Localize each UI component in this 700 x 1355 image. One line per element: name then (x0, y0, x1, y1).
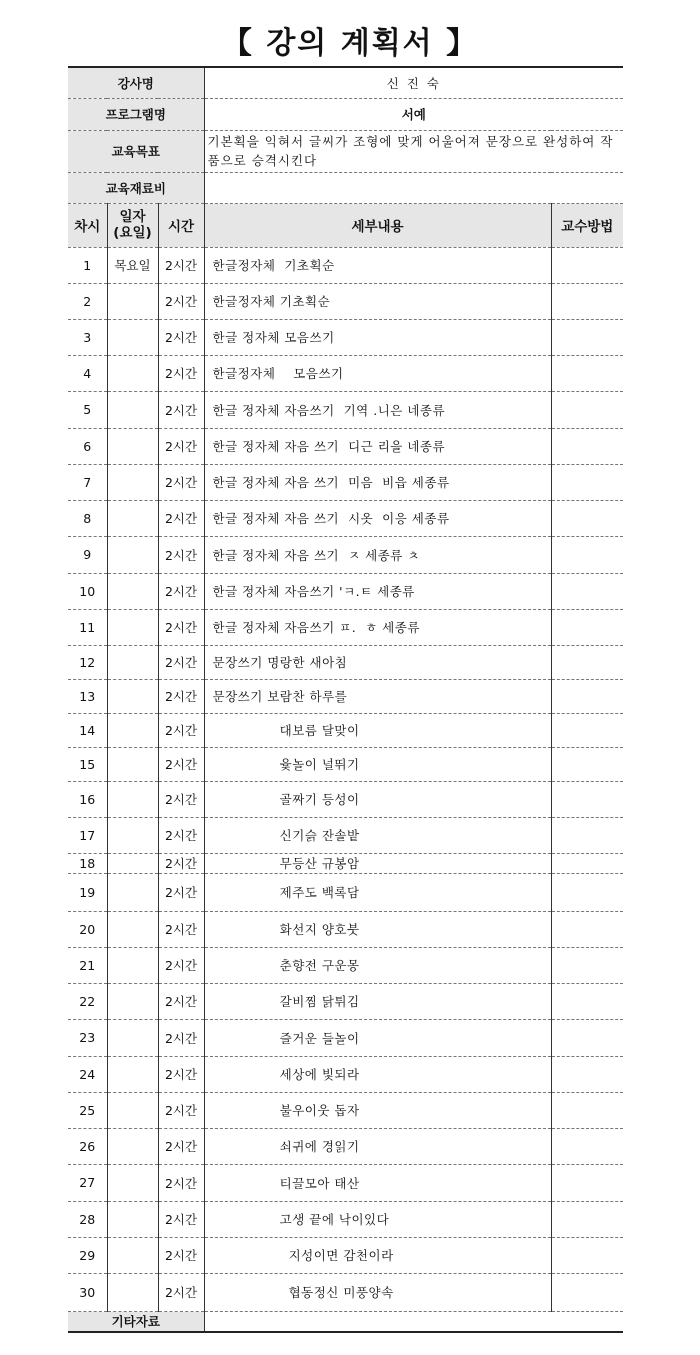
content-cell: 문장쓰기 명랑한 새아침 (204, 645, 551, 679)
content-cell: 춘향전 구운몽 (204, 947, 551, 983)
method-cell (551, 1056, 623, 1092)
table-row (68, 428, 623, 464)
session-cell: 4 (68, 355, 107, 391)
date-cell (107, 1056, 158, 1092)
method-cell (551, 1237, 623, 1273)
time-cell: 2시간 (158, 500, 204, 536)
goal-row (68, 130, 623, 172)
time-cell: 2시간 (158, 713, 204, 747)
session-cell: 25 (68, 1092, 107, 1128)
session-cell: 7 (68, 464, 107, 500)
header-time: 시간 (158, 203, 204, 247)
date-cell (107, 1164, 158, 1201)
date-cell (107, 873, 158, 911)
session-cell: 20 (68, 911, 107, 947)
time-cell: 2시간 (158, 609, 204, 645)
table-header-row (68, 203, 623, 247)
time-cell: 2시간 (158, 536, 204, 573)
table-row (68, 781, 623, 817)
method-cell (551, 947, 623, 983)
content-cell: 쇠귀에 경읽기 (204, 1128, 551, 1164)
session-cell: 17 (68, 817, 107, 853)
lecture-plan-table (68, 66, 623, 1333)
date-cell (107, 1201, 158, 1237)
method-cell (551, 609, 623, 645)
method-cell (551, 873, 623, 911)
header-session: 차시 (68, 203, 107, 247)
session-cell: 15 (68, 747, 107, 781)
date-cell (107, 1019, 158, 1056)
date-cell (107, 645, 158, 679)
date-cell (107, 853, 158, 873)
time-cell: 2시간 (158, 283, 204, 319)
time-cell: 2시간 (158, 817, 204, 853)
table-row (68, 355, 623, 391)
content-cell: 한글 정자체 자음 쓰기 시옷 이응 세종류 (204, 500, 551, 536)
instructor-row (68, 67, 623, 98)
time-cell: 2시간 (158, 1201, 204, 1237)
session-cell: 11 (68, 609, 107, 645)
date-cell (107, 464, 158, 500)
content-cell: 한글정자체 모음쓰기 (204, 355, 551, 391)
content-cell: 한글 정자체 자음쓰기 ㅍ. ㅎ 세종류 (204, 609, 551, 645)
content-cell: 세상에 빛되라 (204, 1056, 551, 1092)
method-cell (551, 781, 623, 817)
time-cell: 2시간 (158, 873, 204, 911)
method-cell (551, 500, 623, 536)
date-cell (107, 609, 158, 645)
table-row (68, 464, 623, 500)
content-cell: 티끌모아 태산 (204, 1164, 551, 1201)
table-row (68, 713, 623, 747)
table-row (68, 1164, 623, 1201)
method-cell (551, 319, 623, 355)
time-cell: 2시간 (158, 464, 204, 500)
time-cell: 2시간 (158, 1056, 204, 1092)
session-cell: 23 (68, 1019, 107, 1056)
table-row (68, 947, 623, 983)
time-cell: 2시간 (158, 781, 204, 817)
material-value (204, 172, 623, 203)
goal-label: 교육목표 (68, 130, 204, 172)
content-cell: 한글 정자체 자음 쓰기 디근 리을 네종류 (204, 428, 551, 464)
table-row (68, 573, 623, 609)
session-cell: 9 (68, 536, 107, 573)
table-row (68, 747, 623, 781)
table-row (68, 1273, 623, 1311)
method-cell (551, 428, 623, 464)
time-cell: 2시간 (158, 1273, 204, 1311)
content-cell: 화선지 양호붓 (204, 911, 551, 947)
table-row (68, 391, 623, 428)
table-row (68, 1128, 623, 1164)
content-cell: 지성이면 감천이라 (204, 1237, 551, 1273)
other-material-label: 기타자료 (68, 1311, 204, 1332)
session-cell: 19 (68, 873, 107, 911)
table-row (68, 247, 623, 283)
content-cell: 대보름 달맞이 (204, 713, 551, 747)
date-cell: 목요일 (107, 247, 158, 283)
session-cell: 29 (68, 1237, 107, 1273)
session-cell: 27 (68, 1164, 107, 1201)
time-cell: 2시간 (158, 1164, 204, 1201)
content-cell: 한글 정자체 자음 쓰기 ㅈ 세종류 ㅊ (204, 536, 551, 573)
time-cell: 2시간 (158, 747, 204, 781)
date-cell (107, 1128, 158, 1164)
date-cell (107, 781, 158, 817)
time-cell: 2시간 (158, 645, 204, 679)
method-cell (551, 713, 623, 747)
session-cell: 8 (68, 500, 107, 536)
date-cell (107, 319, 158, 355)
session-cell: 28 (68, 1201, 107, 1237)
method-cell (551, 283, 623, 319)
time-cell: 2시간 (158, 319, 204, 355)
table-row (68, 853, 623, 873)
time-cell: 2시간 (158, 1128, 204, 1164)
content-cell: 윷놀이 널뛰기 (204, 747, 551, 781)
method-cell (551, 391, 623, 428)
date-cell (107, 428, 158, 464)
date-cell (107, 1237, 158, 1273)
table-row (68, 911, 623, 947)
method-cell (551, 573, 623, 609)
page-title: 【 강의 계획서 】 (221, 26, 479, 61)
time-cell: 2시간 (158, 391, 204, 428)
method-cell (551, 679, 623, 713)
instructor-value: 신 진 숙 (204, 67, 623, 98)
session-cell: 13 (68, 679, 107, 713)
date-cell (107, 391, 158, 428)
date-cell (107, 911, 158, 947)
other-material-row (68, 1311, 623, 1332)
table-row (68, 873, 623, 911)
session-cell: 22 (68, 983, 107, 1019)
method-cell (551, 536, 623, 573)
instructor-label: 강사명 (68, 67, 204, 98)
time-cell: 2시간 (158, 947, 204, 983)
method-cell (551, 1092, 623, 1128)
session-cell: 10 (68, 573, 107, 609)
method-cell (551, 817, 623, 853)
method-cell (551, 247, 623, 283)
method-cell (551, 1164, 623, 1201)
content-cell: 한글 정자체 자음 쓰기 미음 비읍 세종류 (204, 464, 551, 500)
time-cell: 2시간 (158, 853, 204, 873)
method-cell (551, 1128, 623, 1164)
content-cell: 신기슭 잔솔밭 (204, 817, 551, 853)
date-cell (107, 947, 158, 983)
other-material-value (204, 1311, 623, 1332)
date-cell (107, 1273, 158, 1311)
date-cell (107, 747, 158, 781)
table-row (68, 679, 623, 713)
content-cell: 협동정신 미풍양속 (204, 1273, 551, 1311)
table-row (68, 645, 623, 679)
session-cell: 16 (68, 781, 107, 817)
session-cell: 12 (68, 645, 107, 679)
time-cell: 2시간 (158, 428, 204, 464)
table-row (68, 1092, 623, 1128)
content-cell: 즐거운 들놀이 (204, 1019, 551, 1056)
session-cell: 3 (68, 319, 107, 355)
content-cell: 문장쓰기 보람찬 하루를 (204, 679, 551, 713)
content-cell: 고생 끝에 낙이있다 (204, 1201, 551, 1237)
method-cell (551, 645, 623, 679)
method-cell (551, 1019, 623, 1056)
session-cell: 24 (68, 1056, 107, 1092)
session-cell: 26 (68, 1128, 107, 1164)
content-cell: 제주도 백록담 (204, 873, 551, 911)
table-row (68, 609, 623, 645)
date-cell (107, 679, 158, 713)
content-cell: 한글 정자체 자음쓰기 기역 .니은 네종류 (204, 391, 551, 428)
header-method: 교수방법 (551, 203, 623, 247)
content-cell: 한글 정자체 모음쓰기 (204, 319, 551, 355)
date-cell (107, 283, 158, 319)
date-cell (107, 1092, 158, 1128)
table-row (68, 283, 623, 319)
method-cell (551, 983, 623, 1019)
time-cell: 2시간 (158, 355, 204, 391)
method-cell (551, 464, 623, 500)
header-detail: 세부내용 (204, 203, 551, 247)
date-cell (107, 536, 158, 573)
date-cell (107, 355, 158, 391)
date-cell (107, 573, 158, 609)
session-cell: 30 (68, 1273, 107, 1311)
method-cell (551, 1201, 623, 1237)
material-label: 교육재료비 (68, 172, 204, 203)
time-cell: 2시간 (158, 679, 204, 713)
content-cell: 갈비찜 닭튀김 (204, 983, 551, 1019)
date-cell (107, 500, 158, 536)
content-cell: 한글정자체 기초획순 (204, 283, 551, 319)
material-row (68, 172, 623, 203)
date-cell (107, 713, 158, 747)
session-cell: 5 (68, 391, 107, 428)
table-row (68, 1237, 623, 1273)
session-cell: 2 (68, 283, 107, 319)
content-cell: 골짜기 등성이 (204, 781, 551, 817)
program-label: 프로그램명 (68, 98, 204, 130)
time-cell: 2시간 (158, 1237, 204, 1273)
table-row (68, 1201, 623, 1237)
date-cell (107, 983, 158, 1019)
session-cell: 21 (68, 947, 107, 983)
method-cell (551, 853, 623, 873)
method-cell (551, 747, 623, 781)
session-cell: 6 (68, 428, 107, 464)
content-cell: 한글정자체 기초획순 (204, 247, 551, 283)
program-row (68, 98, 623, 130)
date-cell (107, 817, 158, 853)
method-cell (551, 911, 623, 947)
method-cell (551, 355, 623, 391)
time-cell: 2시간 (158, 983, 204, 1019)
content-cell: 무등산 규봉암 (204, 853, 551, 873)
goal-value: 기본획을 익혀서 글씨가 조형에 맞게 어울어져 문장으로 완성하여 작품으로 승격시킨다 (204, 130, 623, 172)
content-cell: 한글 정자체 자음쓰기 'ㅋ.ㅌ 세종류 (204, 573, 551, 609)
time-cell: 2시간 (158, 1019, 204, 1056)
session-cell: 14 (68, 713, 107, 747)
time-cell: 2시간 (158, 911, 204, 947)
time-cell: 2시간 (158, 1092, 204, 1128)
time-cell: 2시간 (158, 247, 204, 283)
content-cell: 불우이웃 돕자 (204, 1092, 551, 1128)
table-row (68, 1056, 623, 1092)
method-cell (551, 1273, 623, 1311)
session-cell: 1 (68, 247, 107, 283)
header-date: 일자 (요일) (107, 203, 158, 247)
table-row (68, 500, 623, 536)
program-value: 서예 (204, 98, 623, 130)
table-row (68, 536, 623, 573)
table-row (68, 817, 623, 853)
table-row (68, 983, 623, 1019)
table-row (68, 319, 623, 355)
time-cell: 2시간 (158, 573, 204, 609)
session-cell: 18 (68, 853, 107, 873)
table-row (68, 1019, 623, 1056)
